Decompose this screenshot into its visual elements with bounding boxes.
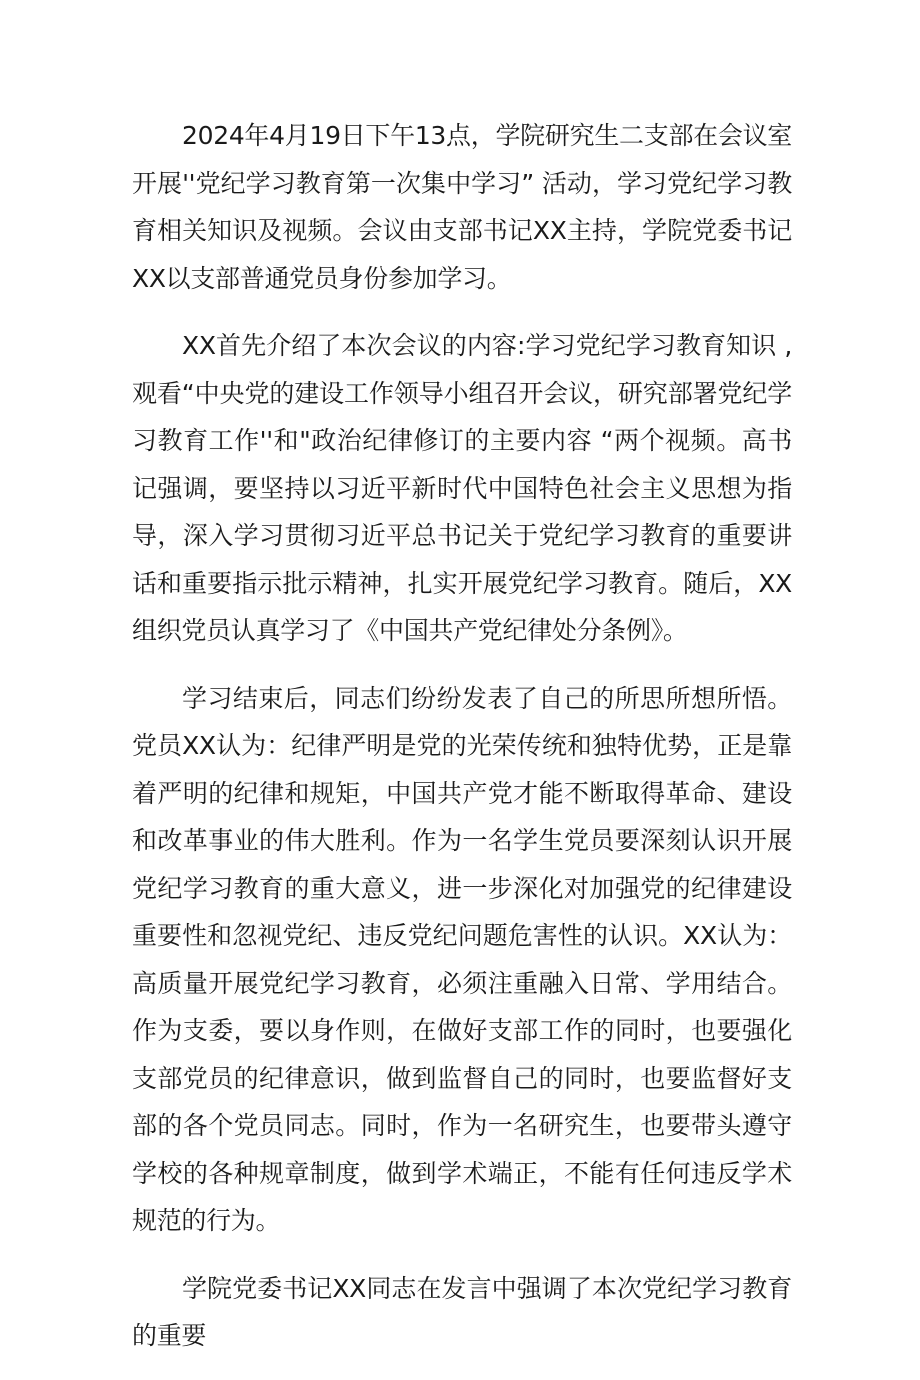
paragraph-meeting-intro: 2024年4月19日下午13点，学院研究生二支部在会议室开展''党纪学习教育第一次集中学习” 活动，学习党纪学习教育相关知识及视频。会议由支部书记XX主持，学院党委书记XX以支部普通党员身份参加学习。 — [132, 121, 792, 293]
paragraph-secretary-speech: 学院党委书记XX同志在发言中强调了本次党纪学习教育的重要 — [132, 1273, 792, 1350]
document-body — [132, 112, 792, 1380]
paragraph-meeting-content: XX首先介绍了本次会议的内容:学习党纪学习教育知识 ,观看“中央党的建设工作领导小组召开会议，研究部署党纪学习教育工作''和"政治纪律修订的主要内容 “两个视频。高书记强调，要坚持以习近平新时代中国特色社会主义思想为指导，深入学习贯彻习近平总书记关于党纪学习教育的重要讲话和重要指示批示精神，扎实开展党纪学习教育。随后，XX组织党员认真学习了《中国共产党纪律处分条例》。 — [132, 331, 792, 645]
paragraph-member-reflections: 学习结束后，同志们纷纷发表了自己的所思所想所悟。党员XX认为：纪律严明是党的光荣传统和独特优势，正是靠着严明的纪律和规矩，中国共产党才能不断取得革命、建设和改革事业的伟大胜利。作为一名学生党员要深刻认识开展党纪学习教育的重大意义，进一步深化对加强党的纪律建设重要性和忽视党纪、违反党纪问题危害性的认识。XX认为：高质量开展党纪学习教育，必须注重融入日常、学用结合。作为支委，要以身作则，在做好支部工作的同时，也要强化支部党员的纪律意识，做到监督自己的同时，也要监督好支部的各个党员同志。同时，作为一名研究生，也要带头遵守学校的各种规章制度，做到学术端正，不能有任何违反学术规范的行为。 — [132, 683, 792, 1235]
